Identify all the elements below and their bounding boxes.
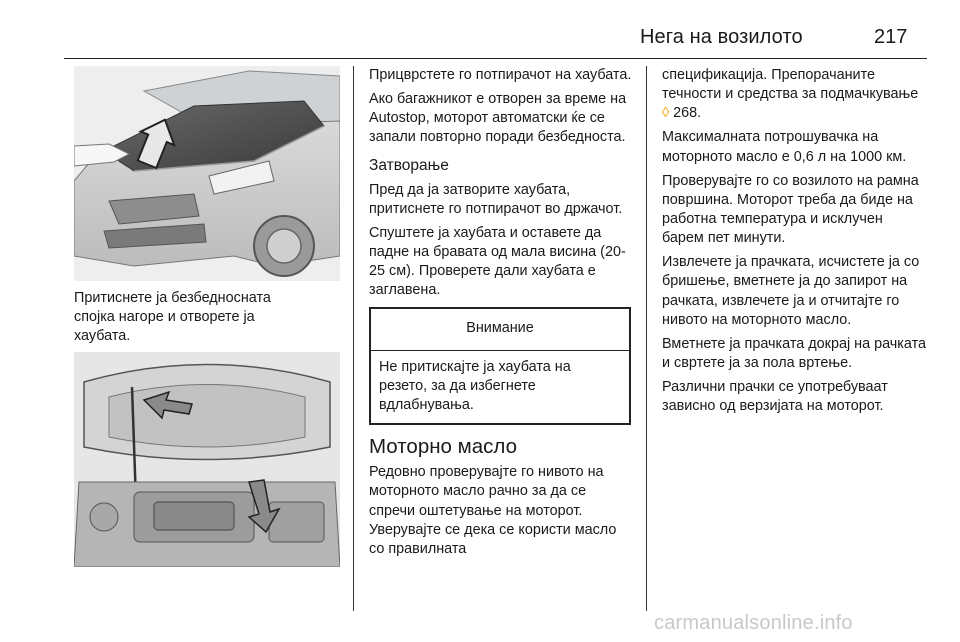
specification-text: спецификација. Препорачаните течности и средства за подмачкување — [662, 67, 919, 103]
engine-oil-heading: Моторно масло — [369, 435, 517, 459]
figure1-caption — [74, 289, 344, 347]
page-number: 217 — [874, 26, 908, 48]
paragraph-lower-hood: Спуштете ја хаубата и оставете да падне на бравата од мала висина (20-25 см). Проверете дали хаубата е заглавена. — [369, 224, 626, 299]
paragraph-specification — [662, 66, 927, 124]
warning-box — [369, 307, 631, 426]
paragraph-oil-check: Редовно проверувајте го нивото на моторното масло рачно за да се спречи оштетување на моторот. Уверувајте се дека се користи масло со правилната — [369, 464, 617, 558]
caption-line: Притиснете ја безбедносната — [74, 290, 271, 306]
open-hood-illustration — [74, 352, 340, 567]
column-middle — [369, 66, 634, 564]
running-header-title: Нега на возилото — [640, 26, 803, 48]
paragraph-level-surface: Проверувајте го со возилото на рамна површина. Моторот треба да биде на работна температура и исклучен барем пет минути. — [662, 172, 919, 247]
page-reference-icon: ◊ — [662, 105, 670, 122]
caption-line: спојка нагоре и отворете ја — [74, 309, 255, 326]
column-right — [662, 66, 927, 421]
watermark: carmanualsonline.info — [654, 612, 853, 634]
paragraph-autostop: Ако багажникот е отворен за време на Autostop, моторот автоматски ќе се запали повторно поради безбедноста. — [369, 91, 627, 146]
warning-title: Внимание — [371, 309, 629, 351]
closing-heading: Затворање — [369, 156, 449, 174]
warning-text: Не притискајте ја хаубата на резето, за да избегнете вдлабнувања. — [379, 358, 571, 414]
page-reference-number[interactable]: 268. — [673, 105, 702, 122]
paragraph-max-consumption: Максималната потрошувачка на моторното масло е 0,6 л на 1000 км. — [662, 129, 907, 165]
column-divider-left — [353, 66, 354, 611]
hood-release-illustration — [74, 66, 340, 281]
header-rule — [64, 58, 927, 59]
paragraph-prop-rod: Прицврстете го потпирачот на хаубата. — [369, 67, 632, 83]
paragraph-dipstick-pull: Извлечете ја прачката, исчистете ја со бришење, вметнете ја до запирот на рачката, извлечете ја и отчитајте го нивото на моторното масло. — [662, 254, 920, 328]
paragraph-dipstick-versions: Различни прачки се употребуваат зависно од верзијата на моторот. — [662, 379, 888, 415]
column-divider-right — [646, 66, 647, 611]
paragraph-dipstick-insert: Вметнете ја прачката докрај на рачката и свртете ја за пола вртење. — [662, 335, 927, 372]
caption-line: хаубата. — [74, 328, 131, 345]
paragraph-before-closing: Пред да ја затворите хаубата, притиснете го потпирачот во држачот. — [369, 181, 623, 217]
